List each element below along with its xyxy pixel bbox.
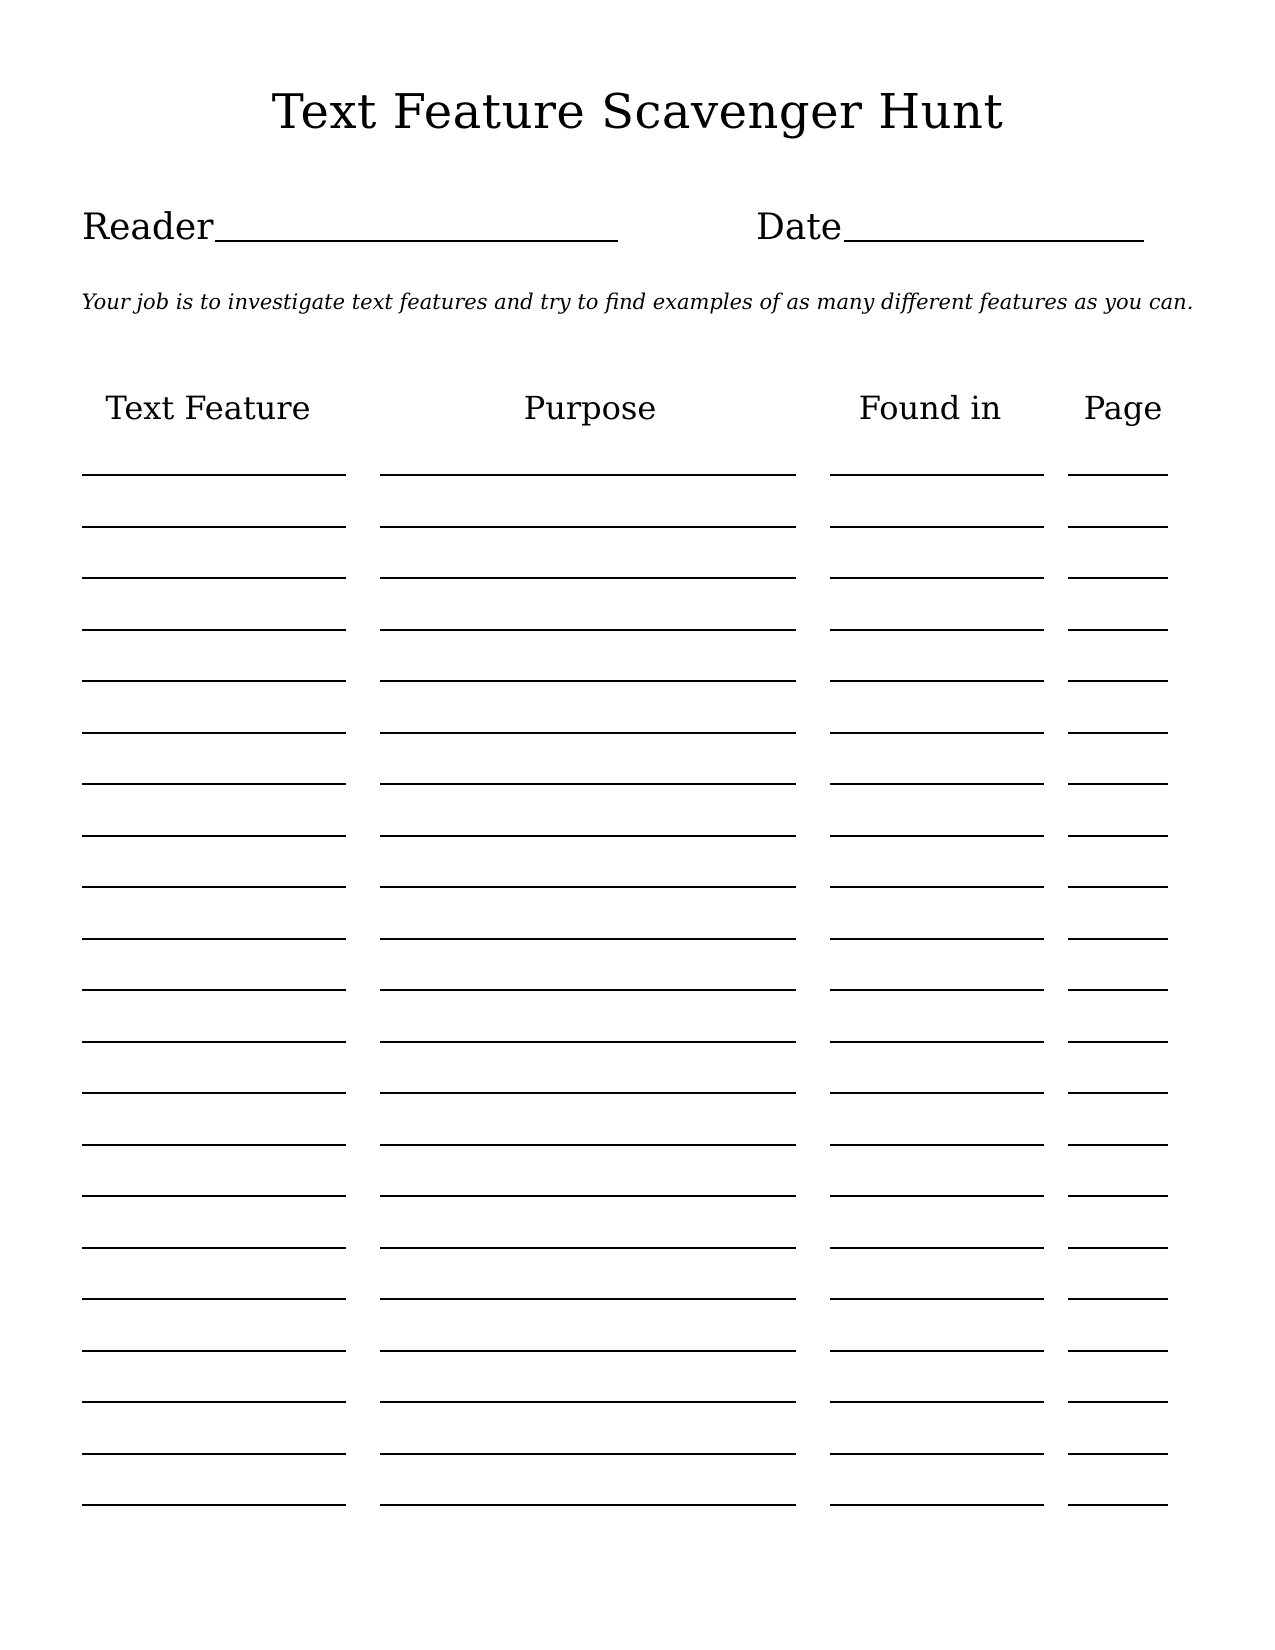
page-blank-line[interactable]	[1068, 1401, 1168, 1403]
purpose-blank-line[interactable]	[380, 732, 796, 734]
purpose-blank-line[interactable]	[380, 1247, 796, 1249]
date-label: Date	[756, 207, 843, 248]
page-blank-line[interactable]	[1068, 783, 1168, 785]
text-feature-blank-line[interactable]	[82, 1453, 346, 1455]
text-feature-blank-line[interactable]	[82, 732, 346, 734]
page-blank-line[interactable]	[1068, 1092, 1168, 1094]
found-in-blank-line[interactable]	[830, 1401, 1044, 1403]
text-feature-blank-line[interactable]	[82, 629, 346, 631]
page-blank-line[interactable]	[1068, 526, 1168, 528]
found-in-blank-line[interactable]	[830, 577, 1044, 579]
text-feature-blank-line[interactable]	[82, 1247, 346, 1249]
found-in-blank-line[interactable]	[830, 680, 1044, 682]
page-blank-line[interactable]	[1068, 474, 1168, 476]
found-in-blank-line[interactable]	[830, 1504, 1044, 1506]
purpose-blank-line[interactable]	[380, 886, 796, 888]
found-in-blank-line[interactable]	[830, 783, 1044, 785]
found-in-blank-line[interactable]	[830, 1041, 1044, 1043]
purpose-blank-line[interactable]	[380, 1092, 796, 1094]
purpose-blank-line[interactable]	[380, 1350, 796, 1352]
text-feature-blank-line[interactable]	[82, 835, 346, 837]
found-in-blank-line[interactable]	[830, 1092, 1044, 1094]
text-feature-blank-line[interactable]	[82, 1041, 346, 1043]
purpose-blank-line[interactable]	[380, 1401, 796, 1403]
column-header-purpose: Purpose	[523, 389, 657, 427]
instructions-text: Your job is to investigate text features and try to find examples of as many different features as you can.	[81, 290, 1194, 314]
purpose-blank-line[interactable]	[380, 680, 796, 682]
page-blank-line[interactable]	[1068, 989, 1168, 991]
purpose-blank-line[interactable]	[380, 1144, 796, 1146]
page-title: Text Feature Scavenger Hunt	[271, 84, 1004, 140]
date-blank-line[interactable]	[844, 239, 1144, 242]
page-blank-line[interactable]	[1068, 886, 1168, 888]
text-feature-blank-line[interactable]	[82, 783, 346, 785]
found-in-blank-line[interactable]	[830, 1453, 1044, 1455]
found-in-blank-line[interactable]	[830, 1350, 1044, 1352]
text-feature-blank-line[interactable]	[82, 1195, 346, 1197]
column-header-found-in: Found in	[858, 389, 1002, 427]
page-blank-line[interactable]	[1068, 1453, 1168, 1455]
text-feature-blank-line[interactable]	[82, 1504, 346, 1506]
found-in-blank-line[interactable]	[830, 1144, 1044, 1146]
page-blank-line[interactable]	[1068, 1144, 1168, 1146]
purpose-blank-line[interactable]	[380, 1195, 796, 1197]
found-in-blank-line[interactable]	[830, 1195, 1044, 1197]
page-blank-line[interactable]	[1068, 629, 1168, 631]
text-feature-blank-line[interactable]	[82, 474, 346, 476]
text-feature-blank-line[interactable]	[82, 938, 346, 940]
purpose-blank-line[interactable]	[380, 989, 796, 991]
date-field[interactable]	[756, 200, 1144, 248]
found-in-blank-line[interactable]	[830, 629, 1044, 631]
found-in-blank-line[interactable]	[830, 474, 1044, 476]
page-blank-line[interactable]	[1068, 835, 1168, 837]
page-blank-line[interactable]	[1068, 1298, 1168, 1300]
reader-label: Reader	[82, 207, 214, 248]
reader-blank-line[interactable]	[215, 239, 618, 242]
text-feature-blank-line[interactable]	[82, 526, 346, 528]
found-in-blank-line[interactable]	[830, 835, 1044, 837]
column-header-text-feature: Text Feature	[105, 389, 311, 427]
found-in-blank-line[interactable]	[830, 1298, 1044, 1300]
page-blank-line[interactable]	[1068, 1350, 1168, 1352]
text-feature-blank-line[interactable]	[82, 989, 346, 991]
purpose-blank-line[interactable]	[380, 835, 796, 837]
text-feature-blank-line[interactable]	[82, 1350, 346, 1352]
purpose-blank-line[interactable]	[380, 629, 796, 631]
page-blank-line[interactable]	[1068, 577, 1168, 579]
page-blank-line[interactable]	[1068, 1247, 1168, 1249]
found-in-blank-line[interactable]	[830, 526, 1044, 528]
page-blank-line[interactable]	[1068, 938, 1168, 940]
page-blank-line[interactable]	[1068, 1041, 1168, 1043]
purpose-blank-line[interactable]	[380, 474, 796, 476]
purpose-blank-line[interactable]	[380, 938, 796, 940]
page-blank-line[interactable]	[1068, 680, 1168, 682]
page-blank-line[interactable]	[1068, 1195, 1168, 1197]
column-header-page: Page	[1083, 389, 1163, 427]
text-feature-blank-line[interactable]	[82, 1144, 346, 1146]
purpose-blank-line[interactable]	[380, 1453, 796, 1455]
reader-field[interactable]	[82, 200, 618, 248]
text-feature-blank-line[interactable]	[82, 886, 346, 888]
found-in-blank-line[interactable]	[830, 886, 1044, 888]
text-feature-blank-line[interactable]	[82, 1401, 346, 1403]
found-in-blank-line[interactable]	[830, 1247, 1044, 1249]
text-feature-blank-line[interactable]	[82, 577, 346, 579]
purpose-blank-line[interactable]	[380, 1504, 796, 1506]
found-in-blank-line[interactable]	[830, 732, 1044, 734]
page-blank-line[interactable]	[1068, 1504, 1168, 1506]
found-in-blank-line[interactable]	[830, 989, 1044, 991]
purpose-blank-line[interactable]	[380, 1041, 796, 1043]
text-feature-blank-line[interactable]	[82, 680, 346, 682]
purpose-blank-line[interactable]	[380, 577, 796, 579]
text-feature-blank-line[interactable]	[82, 1092, 346, 1094]
purpose-blank-line[interactable]	[380, 1298, 796, 1300]
text-feature-blank-line[interactable]	[82, 1298, 346, 1300]
page-blank-line[interactable]	[1068, 732, 1168, 734]
purpose-blank-line[interactable]	[380, 783, 796, 785]
purpose-blank-line[interactable]	[380, 526, 796, 528]
found-in-blank-line[interactable]	[830, 938, 1044, 940]
